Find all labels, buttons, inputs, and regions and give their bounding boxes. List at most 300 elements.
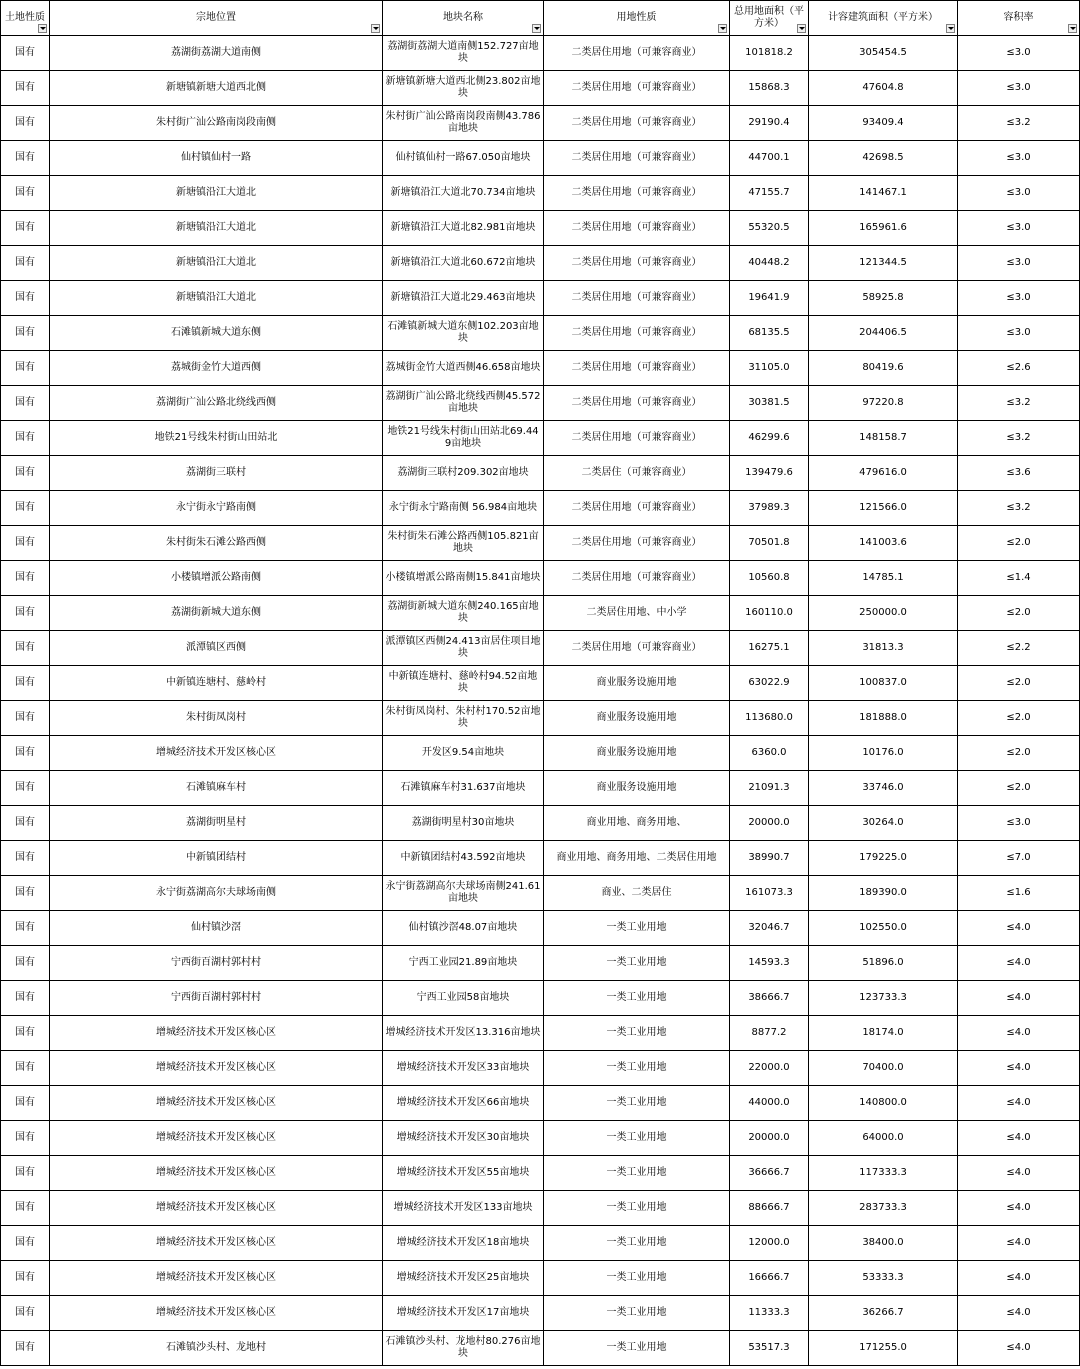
- parcel-name-cell: 增城经济技术开发区33亩地块: [383, 1051, 544, 1086]
- floor-area-cell: 148158.7: [809, 421, 958, 456]
- land-use-cell: 二类居住用地（可兼容商业）: [544, 386, 730, 421]
- plot-ratio-cell: ≤4.0: [958, 1261, 1080, 1296]
- plot-ratio-cell: ≤3.0: [958, 316, 1080, 351]
- plot-ratio-cell: ≤4.0: [958, 1156, 1080, 1191]
- table-row: [1, 71, 1080, 106]
- floor-area-cell: 10176.0: [809, 736, 958, 771]
- parcel-name-cell: 石滩镇新城大道东侧102.203亩地块: [383, 316, 544, 351]
- total-area-cell: 11333.3: [730, 1296, 809, 1331]
- land-use-cell: 二类居住用地（可兼容商业）: [544, 141, 730, 176]
- table-row: [1, 386, 1080, 421]
- table-row: [1, 1121, 1080, 1156]
- table-row: [1, 876, 1080, 911]
- land-use-cell: 商业、二类居住: [544, 876, 730, 911]
- plot-ratio-cell: ≤4.0: [958, 1086, 1080, 1121]
- parcel-location-cell: 仙村镇沙滘: [50, 911, 383, 946]
- parcel-name-cell: 荔湖街荔湖大道南侧152.727亩地块: [383, 36, 544, 71]
- table-row: [1, 1086, 1080, 1121]
- land-tenure-cell: 国有: [1, 981, 50, 1016]
- total-area-cell: 21091.3: [730, 771, 809, 806]
- parcel-name-cell: 朱村街凤岗村、朱村村170.52亩地块: [383, 701, 544, 736]
- land-use-cell: 一类工业用地: [544, 1156, 730, 1191]
- land-use-cell: 二类居住用地（可兼容商业）: [544, 351, 730, 386]
- table-row: [1, 981, 1080, 1016]
- total-area-cell: 63022.9: [730, 666, 809, 701]
- parcel-name-cell: 新塘镇新塘大道西北侧23.802亩地块: [383, 71, 544, 106]
- land-use-cell: 一类工业用地: [544, 1226, 730, 1261]
- land-tenure-cell: 国有: [1, 386, 50, 421]
- table-row: [1, 1261, 1080, 1296]
- total-area-cell: 16666.7: [730, 1261, 809, 1296]
- parcel-location-cell: 增城经济技术开发区核心区: [50, 1226, 383, 1261]
- parcel-name-cell: 荔城街金竹大道西侧46.658亩地块: [383, 351, 544, 386]
- land-use-cell: 一类工业用地: [544, 1016, 730, 1051]
- total-area-cell: 38990.7: [730, 841, 809, 876]
- parcel-location-cell: 永宁街荔湖高尔夫球场南侧: [50, 876, 383, 911]
- plot-ratio-cell: ≤2.0: [958, 771, 1080, 806]
- floor-area-cell: 58925.8: [809, 281, 958, 316]
- parcel-name-cell: 增城经济技术开发区55亩地块: [383, 1156, 544, 1191]
- plot-ratio-cell: ≤4.0: [958, 1051, 1080, 1086]
- parcel-location-cell: 朱村街凤岗村: [50, 701, 383, 736]
- land-tenure-cell: 国有: [1, 666, 50, 701]
- plot-ratio-cell: ≤2.0: [958, 596, 1080, 631]
- plot-ratio-cell: ≤4.0: [958, 981, 1080, 1016]
- plot-ratio-cell: ≤2.0: [958, 526, 1080, 561]
- parcel-location-cell: 荔湖街广汕公路北绕线西侧: [50, 386, 383, 421]
- land-use-cell: 二类居住用地（可兼容商业）: [544, 491, 730, 526]
- plot-ratio-cell: ≤3.2: [958, 421, 1080, 456]
- col-header-total-area: 总用地面积（平方米）: [730, 1, 809, 36]
- table-row: [1, 946, 1080, 981]
- table-row: [1, 211, 1080, 246]
- table-row: [1, 491, 1080, 526]
- land-tenure-cell: 国有: [1, 946, 50, 981]
- table-row: [1, 141, 1080, 176]
- floor-area-cell: 53333.3: [809, 1261, 958, 1296]
- plot-ratio-cell: ≤3.0: [958, 246, 1080, 281]
- table-row: [1, 106, 1080, 141]
- land-tenure-cell: 国有: [1, 561, 50, 596]
- filter-dropdown-icon[interactable]: [946, 24, 955, 33]
- table-row: [1, 316, 1080, 351]
- plot-ratio-cell: ≤2.0: [958, 701, 1080, 736]
- parcel-name-cell: 增城经济技术开发区25亩地块: [383, 1261, 544, 1296]
- total-area-cell: 8877.2: [730, 1016, 809, 1051]
- parcel-name-cell: 中新镇连塘村、慈岭村94.52亩地块: [383, 666, 544, 701]
- land-tenure-cell: 国有: [1, 456, 50, 491]
- floor-area-cell: 140800.0: [809, 1086, 958, 1121]
- land-use-cell: 二类居住用地（可兼容商业）: [544, 176, 730, 211]
- parcel-name-cell: 永宁街永宁路南侧 56.984亩地块: [383, 491, 544, 526]
- parcel-location-cell: 永宁街永宁路南侧: [50, 491, 383, 526]
- land-use-cell: 商业用地、商务用地、: [544, 806, 730, 841]
- plot-ratio-cell: ≤2.0: [958, 666, 1080, 701]
- land-use-cell: 一类工业用地: [544, 1261, 730, 1296]
- parcel-location-cell: 增城经济技术开发区核心区: [50, 1016, 383, 1051]
- land-use-cell: 一类工业用地: [544, 946, 730, 981]
- parcel-name-cell: 荔湖街三联村209.302亩地块: [383, 456, 544, 491]
- total-area-cell: 88666.7: [730, 1191, 809, 1226]
- total-area-cell: 20000.0: [730, 806, 809, 841]
- land-tenure-cell: 国有: [1, 351, 50, 386]
- land-use-cell: 一类工业用地: [544, 911, 730, 946]
- land-tenure-cell: 国有: [1, 36, 50, 71]
- floor-area-cell: 93409.4: [809, 106, 958, 141]
- floor-area-cell: 165961.6: [809, 211, 958, 246]
- plot-ratio-cell: ≤4.0: [958, 1191, 1080, 1226]
- total-area-cell: 70501.8: [730, 526, 809, 561]
- land-tenure-cell: 国有: [1, 281, 50, 316]
- parcel-location-cell: 中新镇连塘村、慈岭村: [50, 666, 383, 701]
- parcel-name-cell: 荔湖街新城大道东侧240.165亩地块: [383, 596, 544, 631]
- parcel-location-cell: 增城经济技术开发区核心区: [50, 1121, 383, 1156]
- parcel-name-cell: 仙村镇仙村一路67.050亩地块: [383, 141, 544, 176]
- table-row: [1, 456, 1080, 491]
- land-tenure-cell: 国有: [1, 876, 50, 911]
- parcel-location-cell: 朱村街朱石滩公路西侧: [50, 526, 383, 561]
- total-area-cell: 101818.2: [730, 36, 809, 71]
- land-tenure-cell: 国有: [1, 176, 50, 211]
- parcel-location-cell: 荔湖街三联村: [50, 456, 383, 491]
- plot-ratio-cell: ≤4.0: [958, 1016, 1080, 1051]
- floor-area-cell: 33746.0: [809, 771, 958, 806]
- total-area-cell: 22000.0: [730, 1051, 809, 1086]
- parcel-location-cell: 小楼镇增派公路南侧: [50, 561, 383, 596]
- parcel-location-cell: 新塘镇沿江大道北: [50, 176, 383, 211]
- plot-ratio-cell: ≤3.0: [958, 281, 1080, 316]
- land-tenure-cell: 国有: [1, 701, 50, 736]
- table-row: [1, 281, 1080, 316]
- total-area-cell: 44000.0: [730, 1086, 809, 1121]
- floor-area-cell: 18174.0: [809, 1016, 958, 1051]
- filter-dropdown-icon[interactable]: [532, 24, 541, 33]
- filter-dropdown-icon[interactable]: [797, 24, 806, 33]
- floor-area-cell: 70400.0: [809, 1051, 958, 1086]
- land-use-cell: 一类工业用地: [544, 1121, 730, 1156]
- parcel-name-cell: 新塘镇沿江大道北60.672亩地块: [383, 246, 544, 281]
- land-tenure-cell: 国有: [1, 1191, 50, 1226]
- plot-ratio-cell: ≤4.0: [958, 1226, 1080, 1261]
- floor-area-cell: 141003.6: [809, 526, 958, 561]
- floor-area-cell: 121344.5: [809, 246, 958, 281]
- col-header-floor-area: 计容建筑面积（平方米）: [809, 1, 958, 36]
- floor-area-cell: 123733.3: [809, 981, 958, 1016]
- plot-ratio-cell: ≤3.0: [958, 176, 1080, 211]
- table-row: [1, 176, 1080, 211]
- land-use-cell: 二类居住用地（可兼容商业）: [544, 561, 730, 596]
- parcel-location-cell: 增城经济技术开发区核心区: [50, 736, 383, 771]
- floor-area-cell: 204406.5: [809, 316, 958, 351]
- parcel-location-cell: 宁西街百湖村郭村村: [50, 946, 383, 981]
- table-row: [1, 596, 1080, 631]
- land-tenure-cell: 国有: [1, 141, 50, 176]
- land-tenure-cell: 国有: [1, 1331, 50, 1366]
- plot-ratio-cell: ≤4.0: [958, 1121, 1080, 1156]
- filter-dropdown-icon[interactable]: [1068, 24, 1077, 33]
- land-tenure-cell: 国有: [1, 246, 50, 281]
- floor-area-cell: 64000.0: [809, 1121, 958, 1156]
- land-tenure-cell: 国有: [1, 736, 50, 771]
- parcel-name-cell: 朱村街朱石滩公路西侧105.821亩地块: [383, 526, 544, 561]
- parcel-location-cell: 增城经济技术开发区核心区: [50, 1191, 383, 1226]
- table-row: [1, 701, 1080, 736]
- total-area-cell: 68135.5: [730, 316, 809, 351]
- filter-dropdown-icon[interactable]: [38, 24, 47, 33]
- parcel-location-cell: 荔湖街荔湖大道南侧: [50, 36, 383, 71]
- parcel-location-cell: 增城经济技术开发区核心区: [50, 1261, 383, 1296]
- parcel-name-cell: 石滩镇沙头村、龙地村80.276亩地块: [383, 1331, 544, 1366]
- land-use-cell: 二类居住用地（可兼容商业）: [544, 211, 730, 246]
- table-row: [1, 911, 1080, 946]
- land-use-cell: 商业服务设施用地: [544, 771, 730, 806]
- table-row: [1, 351, 1080, 386]
- total-area-cell: 40448.2: [730, 246, 809, 281]
- floor-area-cell: 97220.8: [809, 386, 958, 421]
- parcel-location-cell: 增城经济技术开发区核心区: [50, 1156, 383, 1191]
- floor-area-cell: 31813.3: [809, 631, 958, 666]
- total-area-cell: 29190.4: [730, 106, 809, 141]
- land-use-cell: 二类居住用地（可兼容商业）: [544, 71, 730, 106]
- floor-area-cell: 181888.0: [809, 701, 958, 736]
- parcel-name-cell: 石滩镇麻车村31.637亩地块: [383, 771, 544, 806]
- parcel-location-cell: 增城经济技术开发区核心区: [50, 1051, 383, 1086]
- table-row: [1, 841, 1080, 876]
- parcel-location-cell: 新塘镇沿江大道北: [50, 246, 383, 281]
- total-area-cell: 31105.0: [730, 351, 809, 386]
- land-use-cell: 一类工业用地: [544, 1051, 730, 1086]
- table-row: [1, 806, 1080, 841]
- parcel-location-cell: 新塘镇新塘大道西北侧: [50, 71, 383, 106]
- total-area-cell: 139479.6: [730, 456, 809, 491]
- land-tenure-cell: 国有: [1, 1016, 50, 1051]
- total-area-cell: 46299.6: [730, 421, 809, 456]
- filter-dropdown-icon[interactable]: [371, 24, 380, 33]
- floor-area-cell: 179225.0: [809, 841, 958, 876]
- parcel-name-cell: 增城经济技术开发区13.316亩地块: [383, 1016, 544, 1051]
- parcel-location-cell: 石滩镇麻车村: [50, 771, 383, 806]
- total-area-cell: 16275.1: [730, 631, 809, 666]
- land-tenure-cell: 国有: [1, 1051, 50, 1086]
- floor-area-cell: 36266.7: [809, 1296, 958, 1331]
- col-header-land-use: 用地性质: [544, 1, 730, 36]
- table-body: [1, 36, 1080, 1366]
- land-use-cell: 二类居住用地（可兼容商业）: [544, 316, 730, 351]
- total-area-cell: 53517.3: [730, 1331, 809, 1366]
- total-area-cell: 19641.9: [730, 281, 809, 316]
- total-area-cell: 44700.1: [730, 141, 809, 176]
- floor-area-cell: 14785.1: [809, 561, 958, 596]
- land-use-cell: 二类居住用地（可兼容商业）: [544, 526, 730, 561]
- table-row: [1, 1191, 1080, 1226]
- col-header-plot-ratio: 容积率: [958, 1, 1080, 36]
- land-use-cell: 商业服务设施用地: [544, 736, 730, 771]
- total-area-cell: 14593.3: [730, 946, 809, 981]
- plot-ratio-cell: ≤3.0: [958, 211, 1080, 246]
- plot-ratio-cell: ≤2.6: [958, 351, 1080, 386]
- parcel-name-cell: 新塘镇沿江大道北82.981亩地块: [383, 211, 544, 246]
- parcel-name-cell: 增城经济技术开发区133亩地块: [383, 1191, 544, 1226]
- parcel-location-cell: 派潭镇区西侧: [50, 631, 383, 666]
- parcel-name-cell: 永宁街荔湖高尔夫球场南侧241.61亩地块: [383, 876, 544, 911]
- col-header-parcel-name: 地块名称: [383, 1, 544, 36]
- parcel-name-cell: 仙村镇沙滘48.07亩地块: [383, 911, 544, 946]
- total-area-cell: 113680.0: [730, 701, 809, 736]
- table-row: [1, 736, 1080, 771]
- floor-area-cell: 141467.1: [809, 176, 958, 211]
- parcel-name-cell: 派潭镇区西侧24.413亩居住项目地块: [383, 631, 544, 666]
- land-tenure-cell: 国有: [1, 526, 50, 561]
- land-use-cell: 二类居住用地（可兼容商业）: [544, 246, 730, 281]
- parcel-location-cell: 增城经济技术开发区核心区: [50, 1296, 383, 1331]
- floor-area-cell: 305454.5: [809, 36, 958, 71]
- table-row: [1, 561, 1080, 596]
- land-tenure-cell: 国有: [1, 491, 50, 526]
- floor-area-cell: 51896.0: [809, 946, 958, 981]
- plot-ratio-cell: ≤4.0: [958, 911, 1080, 946]
- land-use-cell: 商业用地、商务用地、二类居住用地: [544, 841, 730, 876]
- table-row: [1, 1051, 1080, 1086]
- table-row: [1, 1331, 1080, 1366]
- land-tenure-cell: 国有: [1, 806, 50, 841]
- total-area-cell: 38666.7: [730, 981, 809, 1016]
- total-area-cell: 36666.7: [730, 1156, 809, 1191]
- parcel-name-cell: 新塘镇沿江大道北70.734亩地块: [383, 176, 544, 211]
- col-header-parcel-location: 宗地位置: [50, 1, 383, 36]
- parcel-location-cell: 石滩镇新城大道东侧: [50, 316, 383, 351]
- land-use-cell: 一类工业用地: [544, 1296, 730, 1331]
- total-area-cell: 37989.3: [730, 491, 809, 526]
- parcel-location-cell: 增城经济技术开发区核心区: [50, 1086, 383, 1121]
- parcel-name-cell: 新塘镇沿江大道北29.463亩地块: [383, 281, 544, 316]
- land-use-cell: 商业服务设施用地: [544, 666, 730, 701]
- table-row: [1, 1226, 1080, 1261]
- land-tenure-cell: 国有: [1, 1156, 50, 1191]
- total-area-cell: 161073.3: [730, 876, 809, 911]
- floor-area-cell: 30264.0: [809, 806, 958, 841]
- table-row: [1, 771, 1080, 806]
- land-use-cell: 二类居住用地、中小学: [544, 596, 730, 631]
- land-use-cell: 商业服务设施用地: [544, 701, 730, 736]
- parcel-location-cell: 荔湖街新城大道东侧: [50, 596, 383, 631]
- parcel-name-cell: 小楼镇增派公路南侧15.841亩地块: [383, 561, 544, 596]
- table-row: [1, 36, 1080, 71]
- total-area-cell: 160110.0: [730, 596, 809, 631]
- table-row: [1, 421, 1080, 456]
- floor-area-cell: 38400.0: [809, 1226, 958, 1261]
- floor-area-cell: 100837.0: [809, 666, 958, 701]
- plot-ratio-cell: ≤3.0: [958, 36, 1080, 71]
- land-tenure-cell: 国有: [1, 911, 50, 946]
- plot-ratio-cell: ≤4.0: [958, 1331, 1080, 1366]
- filter-dropdown-icon[interactable]: [718, 24, 727, 33]
- total-area-cell: 10560.8: [730, 561, 809, 596]
- total-area-cell: 15868.3: [730, 71, 809, 106]
- plot-ratio-cell: ≤3.2: [958, 491, 1080, 526]
- plot-ratio-cell: ≤3.0: [958, 141, 1080, 176]
- total-area-cell: 20000.0: [730, 1121, 809, 1156]
- table-row: [1, 1296, 1080, 1331]
- plot-ratio-cell: ≤4.0: [958, 946, 1080, 981]
- parcel-name-cell: 宁西工业园58亩地块: [383, 981, 544, 1016]
- total-area-cell: 47155.7: [730, 176, 809, 211]
- plot-ratio-cell: ≤1.4: [958, 561, 1080, 596]
- table-row: [1, 1156, 1080, 1191]
- floor-area-cell: 117333.3: [809, 1156, 958, 1191]
- land-use-cell: 一类工业用地: [544, 1331, 730, 1366]
- land-tenure-cell: 国有: [1, 1226, 50, 1261]
- land-use-cell: 一类工业用地: [544, 1086, 730, 1121]
- floor-area-cell: 121566.0: [809, 491, 958, 526]
- parcel-location-cell: 荔城街金竹大道西侧: [50, 351, 383, 386]
- parcel-name-cell: 地铁21号线朱村街山田站北69.449亩地块: [383, 421, 544, 456]
- land-tenure-cell: 国有: [1, 316, 50, 351]
- land-tenure-cell: 国有: [1, 1296, 50, 1331]
- land-use-cell: 一类工业用地: [544, 981, 730, 1016]
- floor-area-cell: 42698.5: [809, 141, 958, 176]
- total-area-cell: 12000.0: [730, 1226, 809, 1261]
- parcel-name-cell: 增城经济技术开发区66亩地块: [383, 1086, 544, 1121]
- total-area-cell: 30381.5: [730, 386, 809, 421]
- plot-ratio-cell: ≤3.0: [958, 71, 1080, 106]
- parcel-name-cell: 荔湖街广汕公路北绕线西侧45.572亩地块: [383, 386, 544, 421]
- parcel-location-cell: 朱村街广汕公路南岗段南侧: [50, 106, 383, 141]
- land-tenure-cell: 国有: [1, 596, 50, 631]
- floor-area-cell: 283733.3: [809, 1191, 958, 1226]
- land-tenure-cell: 国有: [1, 1261, 50, 1296]
- parcel-location-cell: 新塘镇沿江大道北: [50, 281, 383, 316]
- table-header: [1, 1, 1080, 36]
- land-tenure-cell: 国有: [1, 211, 50, 246]
- floor-area-cell: 479616.0: [809, 456, 958, 491]
- parcel-location-cell: 宁西街百湖村郭村村: [50, 981, 383, 1016]
- parcel-location-cell: 中新镇团结村: [50, 841, 383, 876]
- land-tenure-cell: 国有: [1, 631, 50, 666]
- parcel-name-cell: 宁西工业园21.89亩地块: [383, 946, 544, 981]
- total-area-cell: 32046.7: [730, 911, 809, 946]
- parcel-name-cell: 增城经济技术开发区17亩地块: [383, 1296, 544, 1331]
- plot-ratio-cell: ≤3.6: [958, 456, 1080, 491]
- total-area-cell: 55320.5: [730, 211, 809, 246]
- land-tenure-cell: 国有: [1, 1086, 50, 1121]
- land-use-cell: 一类工业用地: [544, 1191, 730, 1226]
- plot-ratio-cell: ≤2.0: [958, 736, 1080, 771]
- parcel-location-cell: 地铁21号线朱村街山田站北: [50, 421, 383, 456]
- header-row: [1, 1, 1080, 36]
- parcel-name-cell: 荔湖街明星村30亩地块: [383, 806, 544, 841]
- table-row: [1, 526, 1080, 561]
- floor-area-cell: 189390.0: [809, 876, 958, 911]
- land-use-cell: 二类居住用地（可兼容商业）: [544, 106, 730, 141]
- plot-ratio-cell: ≤3.2: [958, 106, 1080, 141]
- land-tenure-cell: 国有: [1, 421, 50, 456]
- plot-ratio-cell: ≤1.6: [958, 876, 1080, 911]
- land-tenure-cell: 国有: [1, 71, 50, 106]
- table-row: [1, 666, 1080, 701]
- land-tenure-cell: 国有: [1, 106, 50, 141]
- floor-area-cell: 171255.0: [809, 1331, 958, 1366]
- table-row: [1, 246, 1080, 281]
- parcel-name-cell: 开发区9.54亩地块: [383, 736, 544, 771]
- plot-ratio-cell: ≤2.2: [958, 631, 1080, 666]
- floor-area-cell: 47604.8: [809, 71, 958, 106]
- table-row: [1, 1016, 1080, 1051]
- floor-area-cell: 250000.0: [809, 596, 958, 631]
- land-tenure-cell: 国有: [1, 841, 50, 876]
- land-use-cell: 二类居住用地（可兼容商业）: [544, 631, 730, 666]
- parcel-location-cell: 新塘镇沿江大道北: [50, 211, 383, 246]
- table-row: [1, 631, 1080, 666]
